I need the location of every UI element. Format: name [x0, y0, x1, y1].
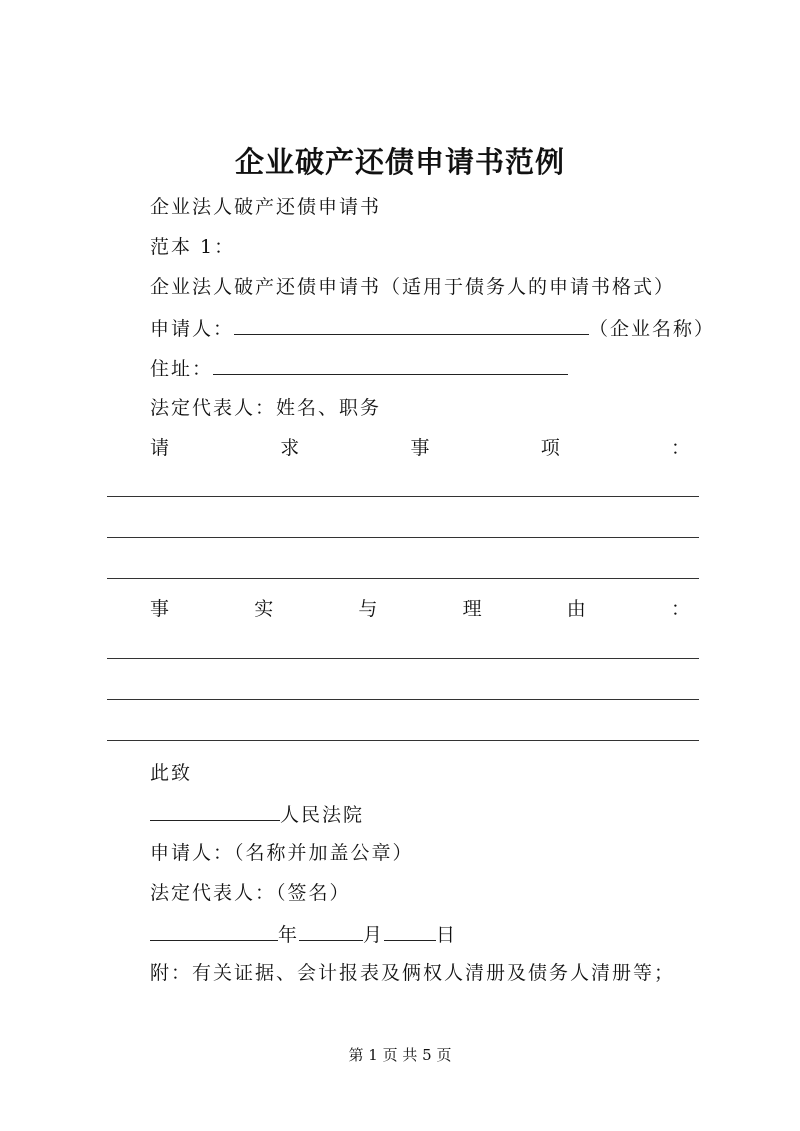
legal-rep-line: 法定代表人：姓名、职务: [150, 397, 382, 419]
request-heading: [150, 435, 690, 461]
request-char: 项: [540, 437, 560, 459]
sample-line: 范本 1：: [150, 236, 236, 258]
legal-rep-sign: 法定代表人：（签名）: [150, 882, 351, 904]
year-blank: [150, 920, 278, 941]
court-blank: [150, 800, 280, 821]
address-label: 住址：: [150, 358, 214, 380]
facts-char: ：: [670, 598, 690, 620]
facts-char: 实: [254, 598, 274, 620]
document-title: 企业破产还债申请书范例: [234, 145, 565, 179]
request-rule: [107, 496, 699, 497]
applicant-suffix: （企业名称）: [589, 318, 716, 340]
facts-heading: [150, 596, 690, 622]
applicant-blank: [234, 314, 589, 335]
attachment-line: 附：有关证据、会计报表及俩权人清册及债务人清册等；: [150, 962, 676, 984]
closing-to: 此致: [150, 762, 193, 784]
address-blank: [213, 354, 568, 375]
facts-char: 事: [150, 598, 170, 620]
intro-line: 企业法人破产还债申请书: [150, 196, 382, 218]
date-year: 年: [278, 924, 300, 946]
facts-rule: [107, 740, 699, 741]
month-blank: [299, 920, 363, 941]
applicant-sign: 申请人：（名称并加盖公章）: [150, 842, 414, 864]
request-char: 事: [410, 437, 430, 459]
facts-rule: [107, 658, 699, 659]
address-line: [150, 354, 568, 382]
court-suffix: 人民法院: [280, 804, 365, 826]
page-footer: 第 1 页 共 5 页: [348, 1046, 452, 1064]
facts-char: 与: [358, 598, 378, 620]
court-line: [150, 800, 364, 828]
day-blank: [384, 920, 436, 941]
request-char: 请: [150, 437, 170, 459]
request-rule: [107, 537, 699, 538]
format-line: 企业法人破产还债申请书（适用于债务人的申请书格式）: [150, 276, 676, 298]
facts-char: 理: [462, 598, 482, 620]
facts-rule: [107, 699, 699, 700]
date-day: 日: [436, 924, 458, 946]
date-month: 月: [363, 924, 385, 946]
date-line: [150, 920, 457, 948]
request-rule: [107, 578, 699, 579]
facts-char: 由: [566, 598, 586, 620]
applicant-line: [150, 314, 715, 342]
applicant-label: 申请人：: [150, 318, 235, 340]
request-char: 求: [280, 437, 300, 459]
request-char: ：: [670, 437, 690, 459]
